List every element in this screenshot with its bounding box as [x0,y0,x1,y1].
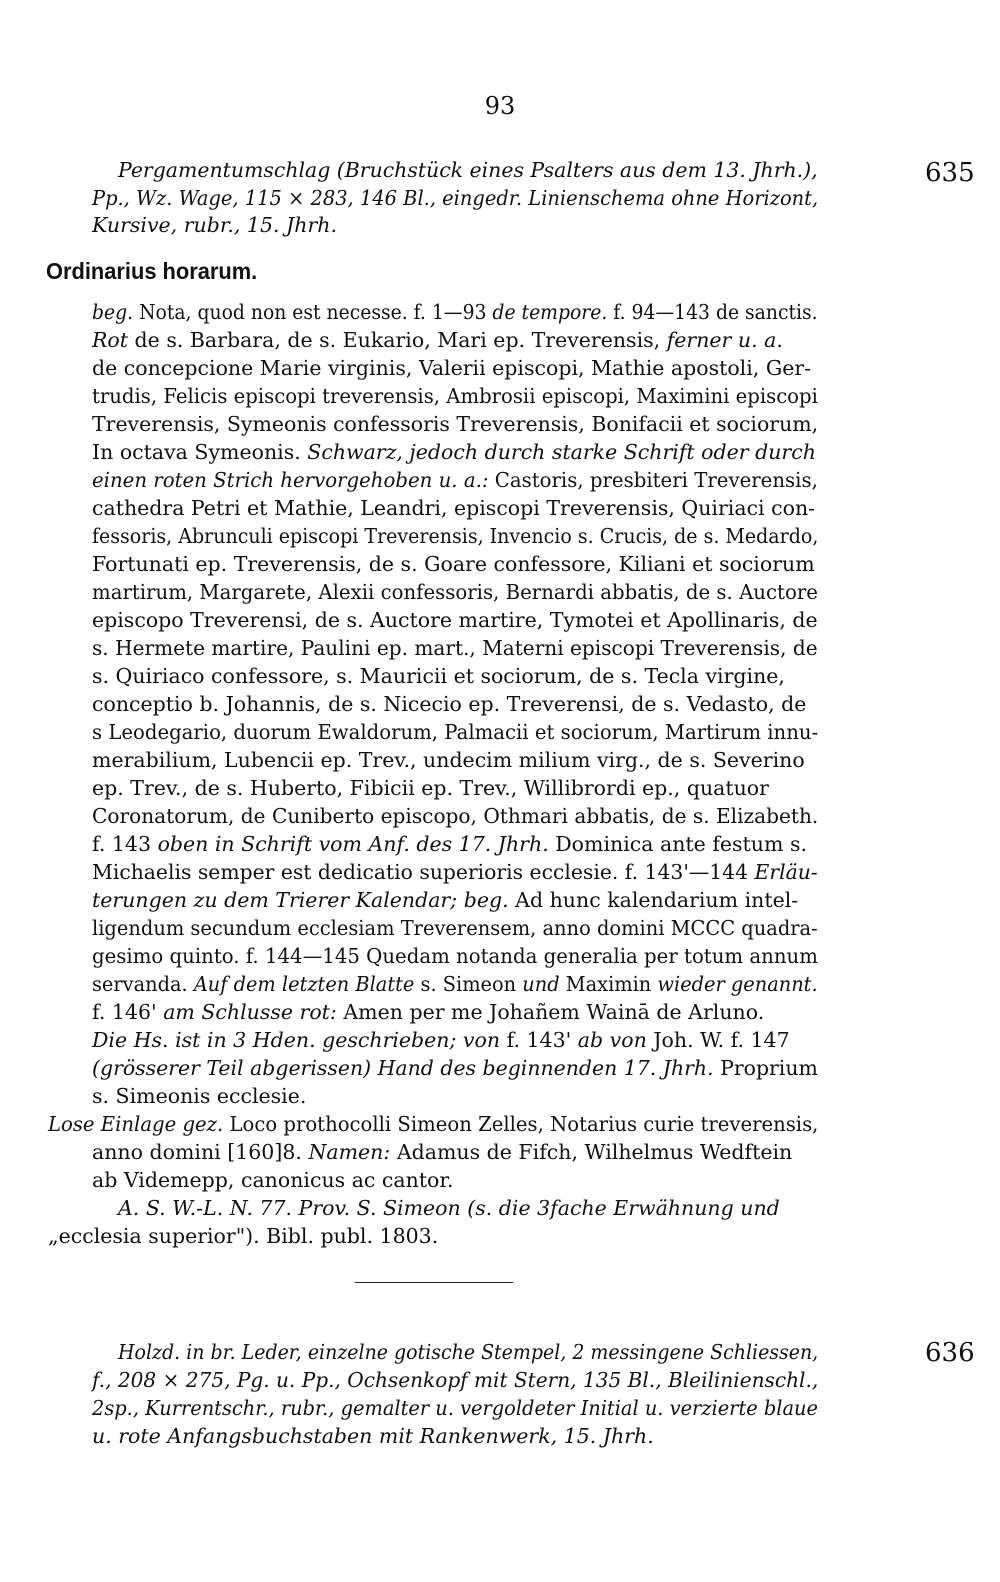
section-heading: Ordinarius horarum. [46,258,258,284]
body-line-30: Lose Einlage gez. Loco prothocolli Simeon Zelles, Notarius curie treverensis, [48,1112,819,1136]
body-line-14: s. Quiriaco confessore, s. Mauricii et sociorum, de s. Tecla virgine, [92,664,785,688]
body-line-25: servanda. Auf dem letzten Blatte s. Simeon und Maximin wieder genannt. [92,972,818,996]
body-line-17: merabilium, Lubencii ep. Trev., undecim milium virg., de s. Severino [92,748,805,772]
body-line-6: In octava Symeonis. Schwarz, jedoch durch starke Schrift oder durch [92,440,816,464]
provenance-line: A. S. W.-L. N. 77. Prov. S. Simeon (s. die 3fache Erwähnung und [118,1196,780,1220]
body-line-1: beg. Nota, quod non est necesse. f. 1—93 de tempore. f. 94—143 de sanctis. [92,300,818,324]
entry-636-desc-2: f., 208 × 275, Pg. u. Pp., Ochsenkopf mit Stern, 135 Bl., Bleilinienschl., [92,1368,819,1392]
body-line-11: martirum, Margarete, Alexii confessoris, Bernardi abbatis, de s. Auctore [92,580,818,604]
body-line-9: fessoris, Abrunculi episcopi Treverensis, Invencio s. Crucis, de s. Medardo, [92,524,819,548]
body-line-23: ligendum secundum ecclesiam Treverensem, anno domini MCCC quadra- [92,916,818,940]
entry-635-desc-1: Pergamentumschlag (Bruchstück eines Psalters aus dem 13. Jhrh.), [118,158,818,182]
entry-636-desc-4: u. rote Anfangsbuchstaben mit Rankenwerk, 15. Jhrh. [92,1424,654,1448]
entry-number-636: 636 [925,1338,975,1368]
page-number: 93 [484,92,516,120]
entry-636-desc-1: Holzd. in br. Leder, einzelne gotische Stempel, 2 messingene Schliessen, [118,1340,819,1364]
body-line-4: trudis, Felicis episcopi treverensis, Ambrosii episcopi, Maximini episcopi [92,384,818,408]
entry-636-desc-3: 2sp., Kurrentschr., rubr., gemalter u. vergoldeter Initial u. verzierte blaue [92,1396,818,1420]
entry-635-desc-2: Pp., Wz. Wage, 115 × 283, 146 Bl., eingedr. Linienschema ohne Horizont, [92,186,819,210]
body-line-22: terungen zu dem Trierer Kalendar; beg. Ad hunc kalendarium intel- [92,888,799,912]
body-line-7: einen roten Strich hervorgehoben u. a.: Castoris, presbiteri Treverensis, [92,468,818,492]
body-line-24: gesimo quinto. f. 144—145 Quedam notanda generalia per totum annum [92,944,818,968]
body-line-8: cathedra Petri et Mathie, Leandri, episcopi Treverensis, Quiriaci con- [92,496,816,520]
body-line-5: Treverensis, Symeonis confessoris Treverensis, Bonifacii et sociorum, [92,412,819,436]
body-line-26: f. 146' am Schlusse rot: Amen per me Johañem Wainā de Arluno. [92,1000,765,1024]
section-divider [355,1282,513,1283]
body-line-3: de concepcione Marie virginis, Valerii episcopi, Mathie apostoli, Ger- [92,356,812,380]
body-line-32: ab Videmepp, canonicus ac cantor. [92,1168,454,1192]
body-line-13: s. Hermete martire, Paulini ep. mart., Materni episcopi Treverensis, de [92,636,818,660]
entry-number-635: 635 [925,158,975,188]
body-line-31: anno domini [160]8. Namen: Adamus de Fifch, Wilhelmus Wedftein [92,1140,793,1164]
body-line-27: Die Hs. ist in 3 Hden. geschrieben; von f. 143' ab von Joh. W. f. 147 [92,1028,790,1052]
body-line-18: ep. Trev., de s. Huberto, Fibicii ep. Trev., Willibrordi ep., quatuor [92,776,769,800]
body-line-10: Fortunati ep. Treverensis, de s. Goare confessore, Kiliani et sociorum [92,552,815,576]
body-line-20: f. 143 oben in Schrift vom Anf. des 17. Jhrh. Dominica ante festum s. [92,832,807,856]
body-line-12: episcopo Treverensi, de s. Auctore martire, Tymotei et Apollinaris, de [92,608,818,632]
body-line-29: s. Simeonis ecclesie. [92,1084,307,1108]
body-line-28: (grösserer Teil abgerissen) Hand des beginnenden 17. Jhrh. Proprium [92,1056,818,1080]
body-line-16: s Leodegario, duorum Ewaldorum, Palmacii et sociorum, Martirum innu- [92,720,819,744]
body-line-19: Coronatorum, de Cuniberto episcopo, Othmari abbatis, de s. Elizabeth. [92,804,819,828]
body-line-15: conceptio b. Johannis, de s. Nicecio ep. Treverensi, de s. Vedasto, de [92,692,807,716]
body-line-21: Michaelis semper est dedicatio superioris ecclesie. f. 143'—144 Erläu- [92,860,818,884]
body-line-2: Rot de s. Barbara, de s. Eukario, Mari ep. Treverensis, ferner u. a. [92,328,783,352]
library-line: „ecclesia superior"). Bibl. publ. 1803. [48,1224,439,1248]
entry-635-desc-3: Kursive, rubr., 15. Jhrh. [92,213,337,237]
